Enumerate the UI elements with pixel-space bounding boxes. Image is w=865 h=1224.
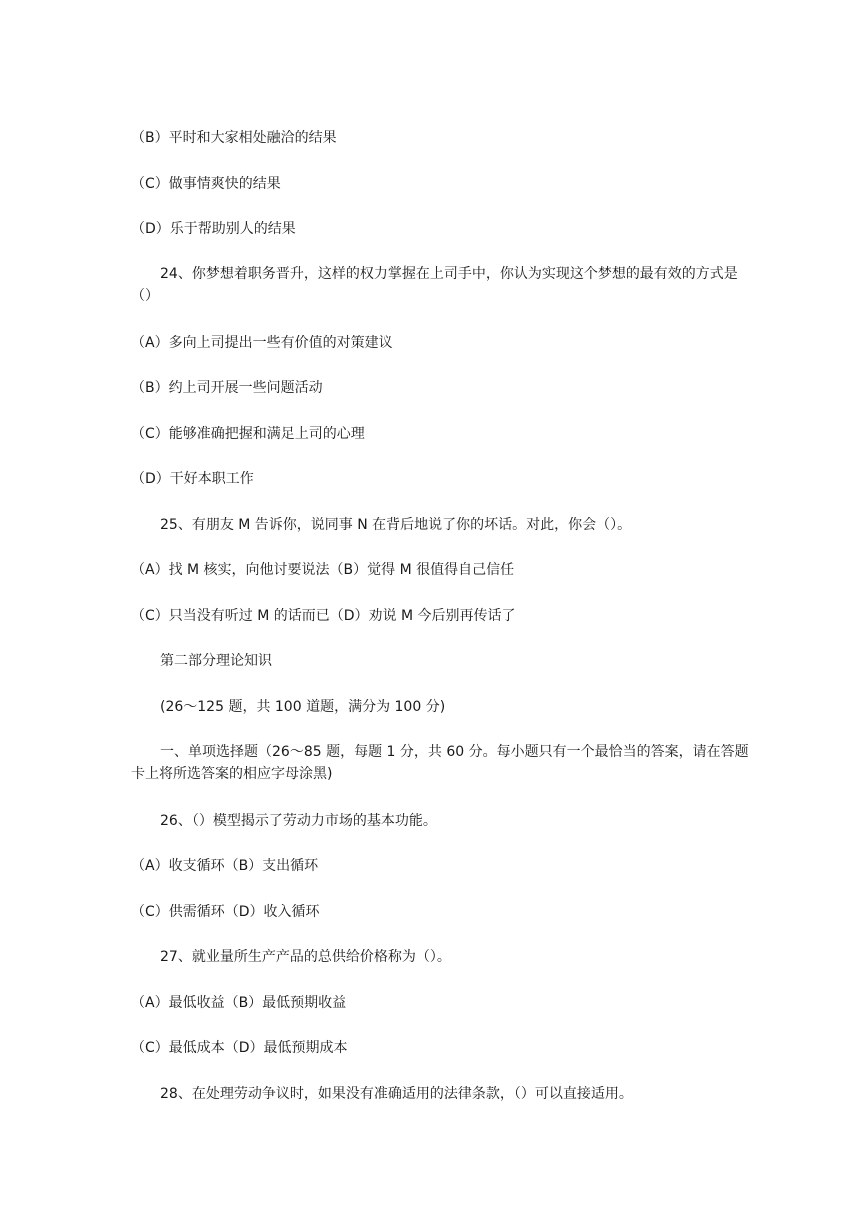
options-ab-q26: （A）收支循环（B）支出循环 [131,858,319,874]
question-24: 24、你梦想着职务晋升，这样的权力掌握在上司手中，你认为实现这个梦想的最有效的方式是（） [131,266,738,304]
section-note: (26～125 题，共 100 道题，满分为 100 分) [160,699,446,715]
option-c-q23: （C）做事情爽快的结果 [131,176,281,192]
option-b-q24: （B）约上司开展一些问题活动 [131,380,323,396]
options-cd-q25: （C）只当没有听过 M 的话而已（D）劝说 M 今后别再传话了 [131,608,516,624]
instructions: 一、单项选择题（26～85 题，每题 1 分，共 60 分。每小题只有一个最恰当的答案，请在答题卡上将所选答案的相应字母涂黑) [131,744,749,782]
question-25: 25、有朋友 M 告诉你，说同事 N 在背后地说了你的坏话。对此，你会（）。 [160,517,632,533]
options-cd-q26: （C）供需循环（D）收入循环 [131,904,320,920]
option-b-q23: （B）平时和大家相处融洽的结果 [131,130,337,146]
options-cd-q27: （C）最低成本（D）最低预期成本 [131,1040,348,1056]
section-heading: 第二部分理论知识 [160,653,272,669]
option-d-q23: （D）乐于帮助别人的结果 [131,221,296,237]
option-d-q24: （D）干好本职工作 [131,471,254,487]
question-28: 28、在处理劳动争议时，如果没有准确适用的法律条款，（）可以直接适用。 [160,1086,633,1102]
question-26: 26、（）模型揭示了劳动力市场的基本功能。 [160,813,437,829]
option-c-q24: （C）能够准确把握和满足上司的心理 [131,426,365,442]
question-27: 27、就业量所生产产品的总供给价格称为（）。 [160,949,451,965]
options-ab-q27: （A）最低收益（B）最低预期收益 [131,995,347,1011]
options-ab-q25: （A）找 M 核实，向他讨要说法（B）觉得 M 很值得自己信任 [131,562,515,578]
option-a-q24: （A）多向上司提出一些有价值的对策建议 [131,335,393,351]
